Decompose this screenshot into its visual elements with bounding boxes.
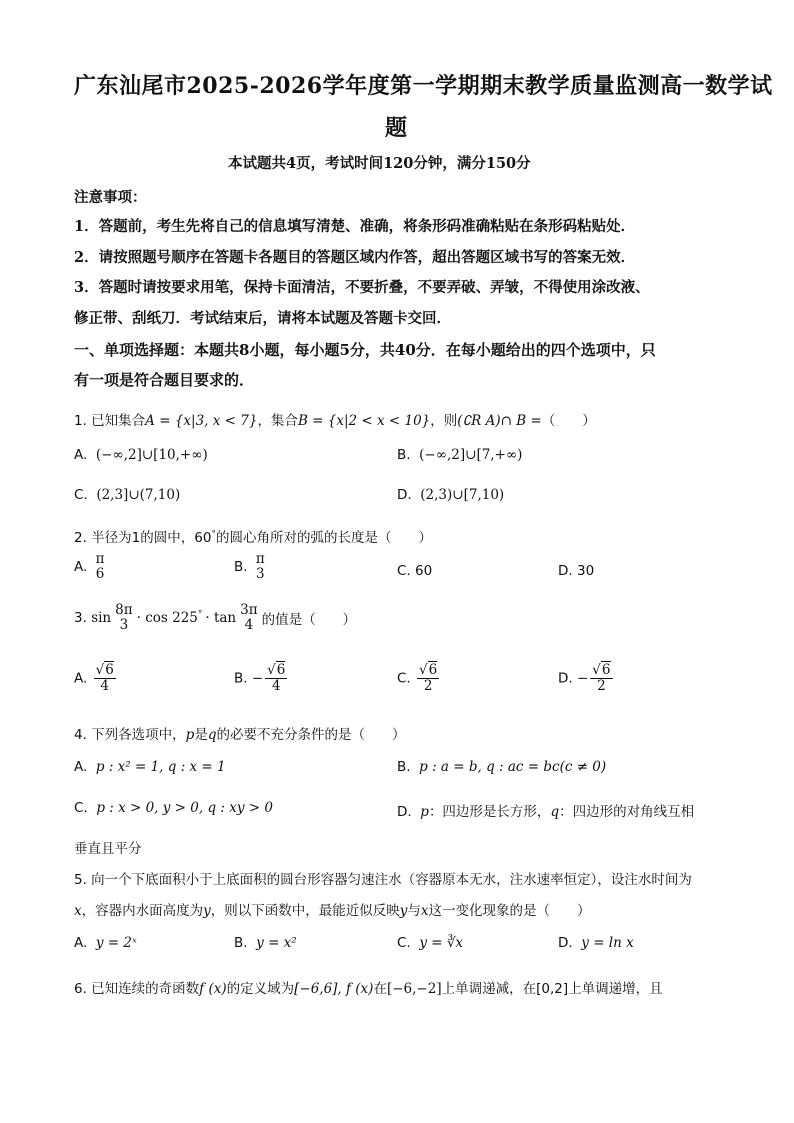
option-label: D. — [397, 804, 412, 820]
radicand: 6 — [601, 662, 611, 678]
denominator: 2 — [423, 677, 433, 694]
option-label: B. — [234, 558, 248, 575]
q3-degree: ° — [197, 609, 203, 620]
option-value: (−∞,2]∪[10,+∞) — [95, 447, 208, 463]
q5-text: ，则以下函数中，最能近似反映 — [210, 903, 400, 919]
radicand: 6 — [276, 662, 286, 678]
var-q: q — [550, 804, 560, 820]
numerator: 3π — [240, 602, 258, 618]
exam-info: 本试题共4页，考试时间120分钟，满分150分 — [228, 155, 531, 172]
q5-text: 与 — [407, 903, 421, 919]
q4-stem-post: 的必要不充分条件的是（ ） — [216, 727, 406, 743]
var-q: q — [207, 727, 217, 743]
q5-text: ，容器内水面高度为 — [81, 903, 204, 919]
option-value: p : a = b, q : ac = bc(c ≠ 0) — [419, 759, 607, 775]
question-5-stem: 5. 向一个下底面积小于上底面积的圆台形容器匀速注水（容器原本无水，注水速率恒定），设注水时间为 — [74, 872, 692, 888]
q3-c-fraction — [417, 663, 439, 694]
q4-option-a — [74, 759, 226, 775]
q4-option-d-continuation: 垂直且平分 — [74, 841, 142, 857]
page-title: 广东汕尾市2025-2026学年度第一学期期末教学质量监测高一数学试 — [74, 73, 773, 99]
var-y: y — [203, 903, 211, 919]
question-3-stem — [74, 603, 356, 633]
option-value: y = x² — [256, 935, 297, 951]
q3-fraction-2 — [238, 603, 259, 633]
q1-set-b: B = {x|2 < x < 10} — [297, 413, 431, 429]
q1-then: ，则 — [430, 413, 458, 429]
option-label: D. — [558, 670, 573, 687]
q2-stem-pre: 2. 半径为1的圆中，60 — [74, 530, 212, 546]
q3-cos: · cos 225 — [136, 609, 198, 626]
q5-option-c — [397, 935, 463, 951]
numerator: √6 — [95, 662, 114, 678]
q1-mid: ，集合 — [257, 413, 298, 429]
denominator: 6 — [95, 565, 105, 582]
q3-a-fraction — [94, 663, 116, 694]
option-label: C. — [74, 800, 88, 816]
notice-item-3-continuation: 修正带、刮纸刀．考试结束后，请将本试题及答题卡交回． — [74, 310, 451, 327]
q4-option-c — [74, 800, 273, 816]
q3-option-c — [397, 663, 441, 694]
q3-fraction-1 — [113, 603, 134, 633]
var-x: x — [74, 903, 82, 919]
q2-option-a — [74, 552, 108, 582]
question-2-stem — [74, 526, 432, 546]
q3-option-a — [74, 663, 118, 694]
q3-tan: · tan — [205, 609, 237, 626]
option-value: y = ln x — [581, 935, 634, 951]
option-value: (2,3]∪(7,10) — [96, 487, 181, 503]
q2-option-c: C. 60 — [397, 563, 433, 579]
q3-b-fraction — [265, 663, 287, 694]
q6-text: 6. 已知连续的奇函数 — [74, 981, 200, 997]
option-text: ：四边形是长方形， — [428, 804, 551, 820]
question-6-stem — [74, 977, 663, 997]
option-label: D. — [397, 487, 412, 503]
denominator: 2 — [597, 677, 606, 694]
q6-text: 在 — [373, 981, 387, 997]
denominator: 4 — [100, 677, 109, 694]
numerator: √6 — [419, 662, 438, 678]
option-label: D. — [558, 935, 573, 951]
option-value: p : x > 0, y > 0, q : xy > 0 — [96, 800, 273, 816]
option-label: C. — [397, 670, 411, 687]
q1-option-c — [74, 487, 180, 503]
option-value: y = ∛x — [419, 935, 464, 951]
q3-number: 3. — [74, 609, 87, 626]
numerator: √6 — [592, 662, 611, 678]
q1-option-d — [397, 487, 504, 503]
q6-text: 上单调递减，在[0,2]上单调递增，且 — [441, 981, 663, 997]
option-label: A. — [74, 447, 88, 463]
minus-sign: − — [576, 670, 589, 687]
q6-text: 的定义域为 — [226, 981, 295, 997]
q1-expression: (∁R A)∩ B = — [457, 413, 542, 429]
var-x: x — [420, 903, 429, 919]
option-text: ：四边形的对角线互相 — [559, 804, 695, 820]
numerator: √6 — [267, 662, 286, 678]
question-1-stem — [74, 409, 596, 429]
option-value: p : x² = 1, q : x = 1 — [95, 759, 226, 775]
option-label: C. — [397, 935, 411, 951]
option-label: B. — [397, 759, 411, 775]
minus-sign: − — [251, 670, 264, 687]
q2-a-fraction — [94, 552, 107, 582]
option-label: B. — [234, 670, 248, 687]
q2-b-fraction — [254, 552, 267, 582]
option-label: B. — [397, 447, 411, 463]
notice-item-3: 3．答题时请按要求用笔，保持卡面清洁，不要折叠，不要弄破、弄皱，不得使用涂改液、 — [74, 279, 650, 296]
option-label: A. — [74, 759, 88, 775]
q3-d-fraction — [590, 663, 612, 694]
var-p: p — [185, 727, 195, 743]
q2-stem-post: 的圆心角所对的弧的长度是（ ） — [215, 530, 432, 546]
var-p: p — [420, 804, 429, 820]
notice-item-1: 1．答题前，考生先将自己的信息填写清楚、准确，将条形码准确粘贴在条形码粘贴处． — [74, 218, 636, 235]
option-value: (−∞,2]∪[7,+∞) — [419, 447, 523, 463]
q2-option-d: D. 30 — [558, 563, 595, 579]
numerator: π — [255, 551, 265, 567]
q3-option-b — [234, 663, 289, 694]
q4-option-b — [397, 759, 606, 775]
q4-is: 是 — [194, 727, 208, 743]
denominator: 3 — [256, 565, 265, 582]
q1-option-b — [397, 447, 522, 463]
q4-option-d — [397, 800, 694, 820]
q1-prefix: 1. 已知集合 — [74, 413, 146, 429]
option-label: A. — [74, 558, 88, 575]
option-label: A. — [74, 935, 88, 951]
option-label: B. — [234, 935, 248, 951]
denominator: 4 — [271, 677, 281, 694]
q4-stem-pre: 4. 下列各选项中， — [74, 727, 186, 743]
q5-text: 这一变化现象的是（ ） — [428, 903, 591, 919]
numerator: 8π — [115, 602, 133, 618]
option-label: A. — [74, 670, 88, 687]
q6-function: f (x) — [199, 981, 227, 997]
q3-stem-post: 的值是（ ） — [261, 611, 357, 628]
q1-option-a — [74, 447, 208, 463]
q3-sin: sin — [91, 609, 112, 626]
notice-heading: 注意事项： — [74, 189, 147, 206]
radicand: 6 — [105, 662, 114, 678]
q5-option-a — [74, 935, 137, 951]
notice-item-2: 2．请按照题号顺序在答题卡各题目的答题区域内作答，超出答题区域书写的答案无效． — [74, 249, 636, 266]
q1-answer-paren: （ ） — [541, 413, 596, 429]
question-5-stem-continuation — [74, 899, 591, 919]
q2-degree: ° — [211, 529, 216, 540]
question-4-stem — [74, 723, 405, 743]
option-label: C. — [74, 487, 88, 503]
q1-set-a: A = {x|3, x < 7} — [145, 413, 258, 429]
numerator: π — [95, 551, 105, 567]
var-y: y — [399, 903, 408, 919]
denominator: 3 — [119, 616, 129, 633]
q5-option-b — [234, 935, 297, 951]
q6-interval: [−6,−2] — [386, 981, 442, 997]
option-value: y = 2ˣ — [95, 935, 137, 951]
q6-domain: [−6,6], f (x) — [294, 981, 374, 997]
q3-option-d — [558, 663, 615, 694]
radicand: 6 — [428, 662, 438, 678]
section-heading-continuation: 有一项是符合题目要求的． — [74, 371, 255, 389]
section-heading: 一、单项选择题：本题共8小题，每小题5分，共40分．在每小题给出的四个选项中，只 — [74, 341, 656, 359]
page-title-continuation: 题 — [385, 115, 408, 141]
denominator: 4 — [244, 616, 254, 633]
option-value: (2,3)∪[7,10) — [420, 487, 505, 503]
q5-option-d — [558, 935, 634, 951]
q2-option-b — [234, 552, 269, 582]
